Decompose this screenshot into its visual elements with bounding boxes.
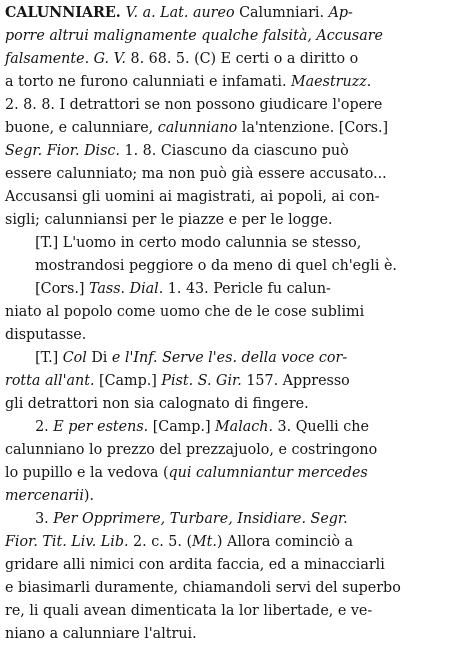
text-run: gridare alli nimici con ardita faccia, ed a minacciarli [5,555,385,573]
text-line [5,415,439,438]
text-run: [T.] L'uomo in certo modo calunnia se stesso, [35,233,362,251]
text-line [5,576,439,599]
text-run: 2. 8. 8. I detrattori se non possono giudicare l'opere [5,95,383,113]
text-line [5,346,439,369]
text-line [5,438,439,461]
text-line [5,622,439,645]
text-run: 8. 68. 5. (C) E certi o a diritto o [125,49,359,67]
text-run: mostrandosi peggiore o da meno di quel ch'egli è. [35,256,397,274]
text-line [5,369,439,392]
text-run: ). [83,486,95,504]
text-line [5,530,439,553]
text-run: 1. 43. Pericle fu calun- [163,279,331,297]
italic-text: falsamente. G. V. [5,49,126,67]
text-run: [Camp.] [148,417,216,435]
text-line [5,484,439,507]
text-line [5,599,439,622]
text-run: re, li quali avean dimenticata la lor libertade, e ve- [5,601,373,619]
text-line [5,162,439,185]
text-run: 2. [35,417,54,435]
text-run: essere calunniato; ma non può già essere accusato... [5,164,387,182]
italic-text: Pist. S. Gir. [161,371,242,389]
text-run: 3. [35,509,54,527]
text-line [5,24,439,47]
italic-text: Per Opprimere, Turbare, Insidiare. Segr. [53,509,348,527]
text-run: niano a calunniare l'altrui. [5,624,197,642]
text-run: gli detrattori non sia calognato di fingere. [5,394,309,412]
text-run: disputasse. [5,325,87,343]
text-run: 2. c. 5. ( [128,532,193,550]
italic-text: qui calumniantur mercedes [168,463,368,481]
text-run: 3. Quelli che [273,417,369,435]
text-run: lo pupillo e la vedova ( [5,463,169,481]
text-line [5,553,439,576]
text-run: e biasimarli duramente, chiamandoli servi del superbo [5,578,401,596]
italic-text: calunniano [157,118,238,136]
text-run: [T.] [35,348,63,366]
italic-text: Mt. [192,532,217,550]
text-line [5,139,439,162]
italic-text: Tass. Dial. [88,279,164,297]
text-line [5,392,439,415]
italic-text: mercenarii [5,486,84,504]
text-line [5,1,439,24]
text-line [5,300,439,323]
text-run: calunniano lo prezzo del prezzajuolo, e costringono [5,440,378,458]
italic-text: Ap- [328,3,353,21]
italic-text: Segr. Fior. Disc. [5,141,120,159]
headword: CALUNNIARE. [5,3,126,21]
text-line [5,507,439,530]
text-line [5,93,439,116]
italic-text: e l'Inf. Serve l'es. della voce cor- [111,348,348,366]
italic-text: Maestruzz. [291,72,372,90]
text-line [5,116,439,139]
italic-text: Fior. Tit. Liv. Lib. [5,532,129,550]
italic-text: V. a. Lat. aureo [125,3,235,21]
text-run: ) Allora cominciò a [216,532,354,550]
text-line [5,277,439,300]
text-line [5,254,439,277]
text-run: [Camp.] [94,371,162,389]
text-run: Accusansi gli uomini ai magistrati, ai popoli, ai con- [5,187,380,205]
text-run: niato al popolo come uomo che de le cose sublimi [5,302,365,320]
text-run: [Cors.] [35,279,89,297]
text-line [5,47,439,70]
italic-text: Col [62,348,87,366]
text-line [5,208,439,231]
italic-text: porre altrui malignamente qualche falsità, Accusare [5,26,384,44]
text-run: 157. Appresso [241,371,350,389]
text-run: Di [86,348,112,366]
dictionary-entry [5,1,439,645]
text-run: Calumniari. [234,3,329,21]
text-run: sigli; calunniansi per le piazze e per le logge. [5,210,333,228]
italic-text: rotta all'ant. [5,371,95,389]
text-run: buone, e calunniare, [5,118,158,136]
italic-text: Malach. [215,417,274,435]
text-run: a torto ne furono calunniati e infamati. [5,72,292,90]
text-line [5,461,439,484]
text-line [5,185,439,208]
text-line [5,70,439,93]
text-line [5,231,439,254]
text-run: 1. 8. Ciascuno da ciascuno può [119,141,349,159]
text-run: la'ntenzione. [Cors.] [237,118,389,136]
text-line [5,323,439,346]
italic-text: E per estens. [53,417,149,435]
